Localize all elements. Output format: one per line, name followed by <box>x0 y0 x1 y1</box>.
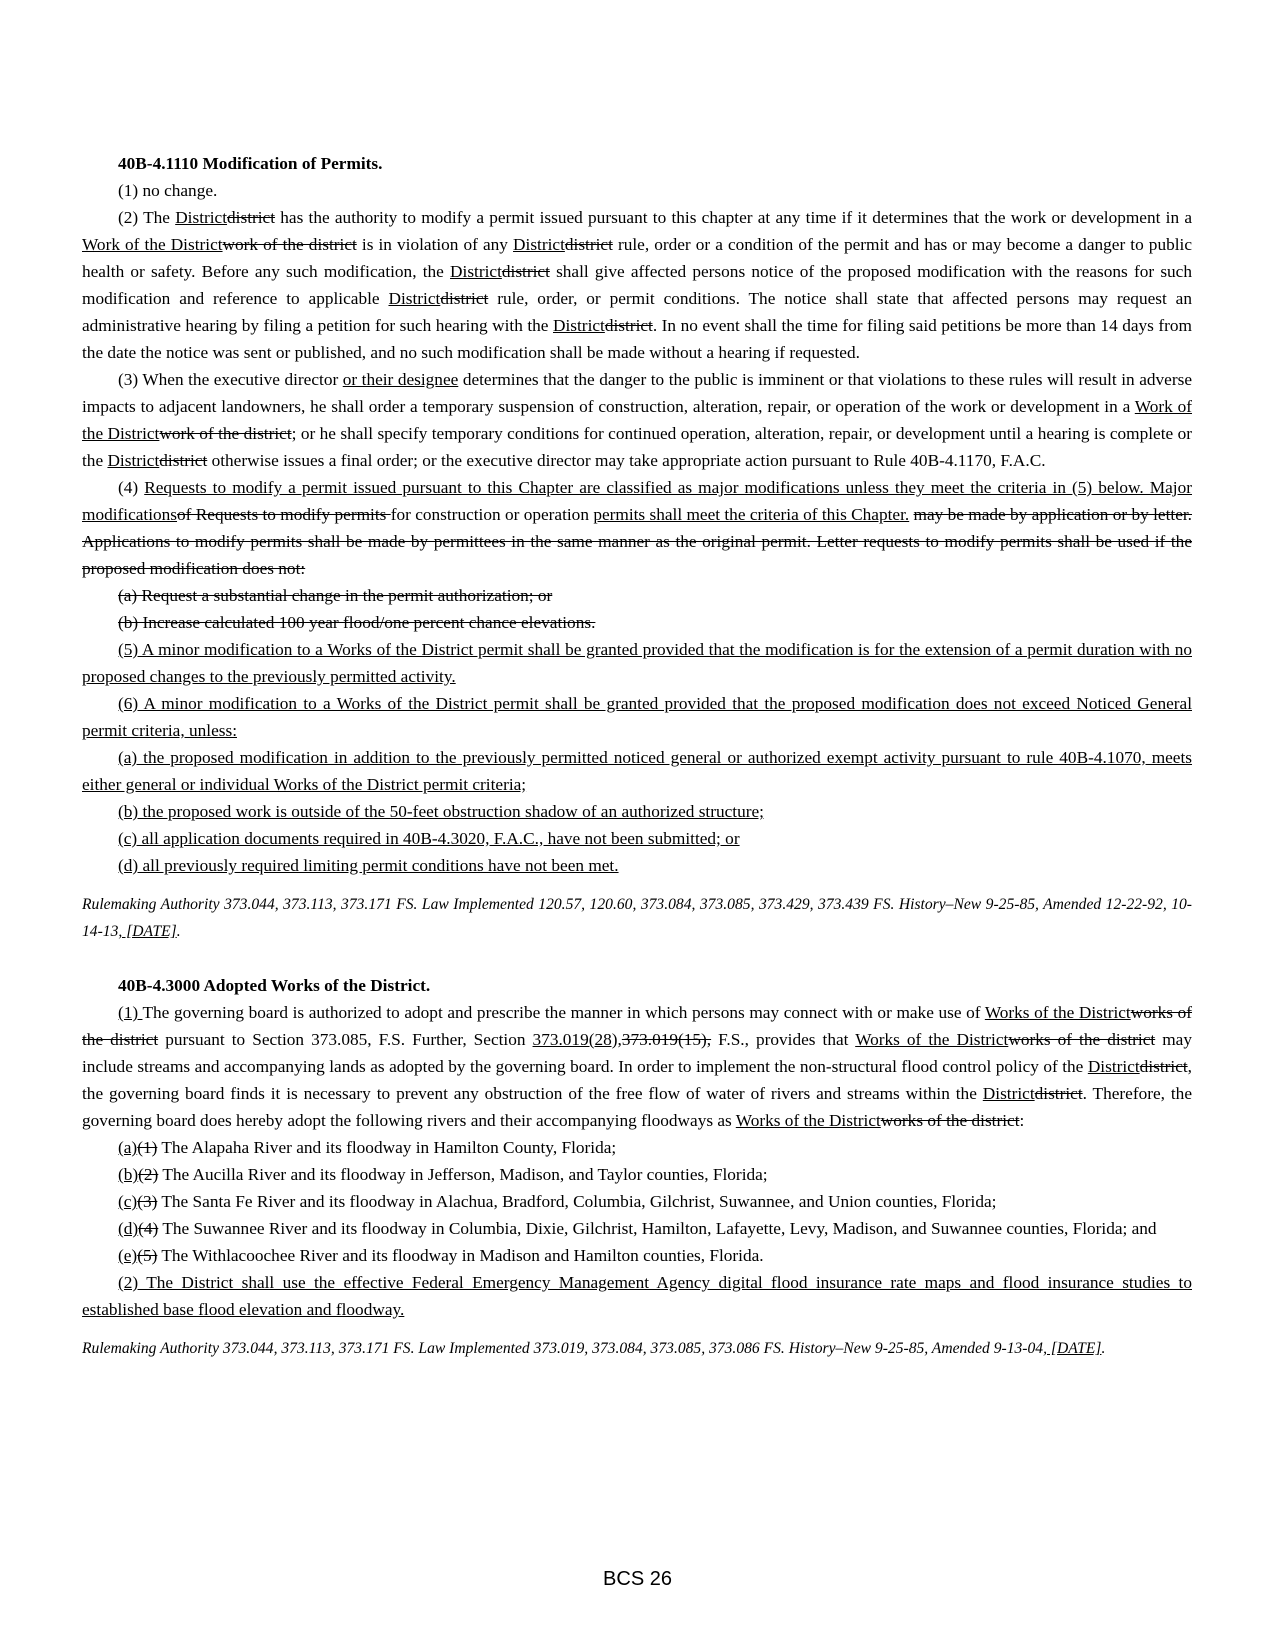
paragraph <box>82 690 1192 744</box>
inserted-text: Works of the District <box>984 1003 1131 1022</box>
text-run: rule, order or a condition of the permit and has or may become a danger to public health or safety. Before any such modification, the <box>82 235 1192 281</box>
inserted-text: District <box>513 235 565 254</box>
inserted-text: (c) all application documents required in 40B-4.3020, F.A.C., have not been submitted; or <box>118 829 740 848</box>
deleted-text: district <box>1139 1057 1188 1076</box>
inserted-text: (1) <box>118 1003 143 1022</box>
text-run: F.S., provides that <box>711 1030 856 1049</box>
deleted-text: works of the district <box>82 1003 1192 1049</box>
deleted-text: of Requests to modify permits <box>177 505 391 524</box>
text-run: . In no event shall the time for filing said petitions be more than 14 days from the date the notice was sent or published, and no such modification shall be made without a hearing if requested. <box>82 316 1192 362</box>
inserted-text: (5) A minor modification to a Works of the District permit shall be granted provided that the modification is for the extension of a permit duration with no proposed changes to the previously permitted activity. <box>82 640 1192 686</box>
deleted-text: works of the district <box>1008 1030 1156 1049</box>
inserted-text: (b) the proposed work is outside of the 50-feet obstruction shadow of an authorized structure; <box>118 802 764 821</box>
inserted-text: Requests to modify a permit issued pursuant to this Chapter are classified as major modifications unless they meet the criteria in (5) below. Major modifications <box>82 478 1192 524</box>
deleted-text: 373.019(15), <box>621 1030 712 1049</box>
text-run: shall give affected persons notice of the proposed modification with the reasons for such modification and reference to applicable <box>82 262 1192 308</box>
inserted-text: Works of the District <box>855 1030 1009 1049</box>
paragraph <box>82 1134 1192 1161</box>
inserted-text: Work of the District <box>82 235 223 254</box>
document-page <box>82 150 1192 1362</box>
paragraph <box>82 798 1192 825</box>
text-run: determines that the danger to the public is imminent or that violations to these rules will result in adverse impacts to adjacent landowners, he shall order a temporary suspension of construction, alteration, repair, or operation of the work or development in a <box>82 370 1192 416</box>
inserted-text: (a) <box>118 1138 138 1157</box>
inserted-text: (c) <box>118 1192 138 1211</box>
text-run: pursuant to Section 373.085, F.S. Further, Section <box>158 1030 533 1049</box>
text-run: . <box>176 923 181 940</box>
paragraph <box>82 1188 1192 1215</box>
paragraph <box>82 1161 1192 1188</box>
inserted-text: (d) all previously required limiting permit conditions have not been met. <box>118 856 619 875</box>
deleted-text: district <box>159 451 208 470</box>
inserted-text: District <box>388 289 441 308</box>
inserted-text: (6) A minor modification to a Works of the District permit shall be granted provided that the proposed modification does not exceed Noticed General permit criteria, unless: <box>82 694 1192 740</box>
text-run: (3) When the executive director <box>118 370 343 389</box>
deleted-text: (5) <box>137 1246 158 1265</box>
inserted-text: District <box>107 451 160 470</box>
deleted-text: district <box>564 235 613 254</box>
deleted-text: (3) <box>137 1192 158 1211</box>
paragraph <box>82 177 1192 204</box>
paragraph <box>82 825 1192 852</box>
text-run: The Alapaha River and its floodway in Hamilton County, Florida; <box>157 1138 617 1157</box>
history-note <box>82 1335 1192 1362</box>
text-run: Rulemaking Authority 373.044, 373.113, 373.171 FS. Law Implemented 373.019, 373.084, 373.085, 373.086 FS. History–New 9-25-85, Amended 9-13-04 <box>82 1340 1044 1357</box>
paragraph <box>82 582 1192 609</box>
deleted-text: (b) Increase calculated 100 year flood/one percent chance elevations. <box>118 613 596 632</box>
rule-section <box>82 150 1192 945</box>
paragraph <box>82 1215 1192 1242</box>
paragraph <box>82 1242 1192 1269</box>
text-run: . Therefore, the governing board does hereby adopt the following rivers and their accompanying floodways as <box>82 1084 1192 1130</box>
text-run: The Aucilla River and its floodway in Jefferson, Madison, and Taylor counties, Florida; <box>158 1165 768 1184</box>
inserted-text: (2) The District shall use the effective Federal Emergency Management Agency digital flood insurance rate maps and flood insurance studies to established base flood elevation and floodway. <box>82 1273 1192 1319</box>
deleted-text: (2) <box>138 1165 159 1184</box>
inserted-text: Work of the District <box>82 397 1192 443</box>
history-note <box>82 891 1192 945</box>
text-run: rule, order, or permit conditions. The notice shall state that affected persons may request an administrative hearing by filing a petition for such hearing with the <box>82 289 1192 335</box>
inserted-text: permits shall meet the criteria of this Chapter. <box>593 505 910 524</box>
text-run: The Suwannee River and its floodway in Columbia, Dixie, Gilchrist, Hamilton, Lafayette, Levy, Madison, and Suwannee counties, Florida; and <box>158 1219 1157 1238</box>
inserted-text: District <box>553 316 605 335</box>
inserted-text: 373.019(28), <box>532 1030 622 1049</box>
inserted-text: (a) the proposed modification in addition to the previously permitted noticed general or authorized exempt activity pursuant to rule 40B-4.1070, meets either general or individual Works of the District permit criteria; <box>82 748 1192 794</box>
inserted-text: District <box>450 262 502 281</box>
inserted-text: (d) <box>118 1219 139 1238</box>
inserted-text: , [DATE] <box>118 923 177 940</box>
text-run: , the governing board finds it is necessary to prevent any obstruction of the free flow of water of rivers and streams within the <box>82 1057 1192 1103</box>
text-run: The governing board is authorized to adopt and prescribe the manner in which persons may connect with or make use of <box>142 1003 985 1022</box>
text-run: ; or he shall specify temporary conditions for continued operation, alteration, repair, or development until a hearing is complete or the <box>82 424 1193 470</box>
text-run: otherwise issues a final order; or the executive director may take appropriate action pursuant to Rule 40B-4.1170, F.A.C. <box>207 451 1046 470</box>
section-heading: 40B-4.1110 Modification of Permits. <box>118 154 383 173</box>
text-run: (4) <box>118 478 145 497</box>
deleted-text: work of the district <box>159 424 292 443</box>
paragraph <box>82 636 1192 690</box>
deleted-text: district <box>604 316 653 335</box>
deleted-text: district <box>440 289 489 308</box>
section-heading: 40B-4.3000 Adopted Works of the District. <box>118 976 431 995</box>
text-run: . <box>1101 1340 1106 1357</box>
inserted-text: District <box>175 208 228 227</box>
deleted-text: district <box>1034 1084 1083 1103</box>
deleted-text: district <box>501 262 550 281</box>
inserted-text: (b) <box>118 1165 139 1184</box>
paragraph <box>82 1269 1192 1323</box>
inserted-text: District <box>1087 1057 1140 1076</box>
text-run: for construction or operation <box>390 505 594 524</box>
paragraph <box>82 999 1192 1134</box>
paragraph <box>82 609 1192 636</box>
text-run: : <box>1019 1111 1025 1130</box>
deleted-text: may be made by application or by letter. Applications to modify permits shall be made by permittees in the same manner as the original permit. Letter requests to modify permits shall be used if the proposed modification does not: <box>82 505 1192 578</box>
deleted-text: district <box>227 208 276 227</box>
text-run: Rulemaking Authority 373.044, 373.113, 373.171 FS. Law Implemented 120.57, 120.60, 373.084, 373.085, 373.429, 373.439 FS. History–New 9-25-85, Amended 12-22-92, 10-14-13 <box>82 896 1192 940</box>
deleted-text: work of the district <box>222 235 357 254</box>
deleted-text: works of the district <box>880 1111 1020 1130</box>
inserted-text: (e) <box>118 1246 138 1265</box>
deleted-text: (1) <box>137 1138 158 1157</box>
rule-section <box>82 972 1192 1362</box>
paragraph <box>82 744 1192 798</box>
inserted-text: , [DATE] <box>1043 1340 1102 1357</box>
deleted-text: (4) <box>138 1219 159 1238</box>
text-run: may include streams and accompanying lands as adopted by the governing board. In order to implement the non-structural flood control policy of the <box>82 1030 1192 1076</box>
inserted-text: District <box>982 1084 1035 1103</box>
text-run: is in violation of any <box>356 235 514 254</box>
text-run: The Withlacoochee River and its floodway in Madison and Hamilton counties, Florida. <box>157 1246 764 1265</box>
paragraph <box>82 204 1192 366</box>
text-run: has the authority to modify a permit issued pursuant to this chapter at any time if it determines that the work or development in a <box>275 208 1192 227</box>
paragraph <box>82 852 1192 879</box>
inserted-text: Works of the District <box>735 1111 881 1130</box>
text-run: (1) no change. <box>118 181 218 200</box>
text-run: (2) The <box>118 208 176 227</box>
paragraph <box>82 474 1192 582</box>
text-run: The Santa Fe River and its floodway in Alachua, Bradford, Columbia, Gilchrist, Suwannee, and Union counties, Florida; <box>157 1192 997 1211</box>
deleted-text: (a) Request a substantial change in the permit authorization; or <box>118 586 553 605</box>
paragraph <box>82 366 1192 474</box>
inserted-text: or their designee <box>342 370 459 389</box>
page-number: BCS 26 <box>603 1568 672 1590</box>
